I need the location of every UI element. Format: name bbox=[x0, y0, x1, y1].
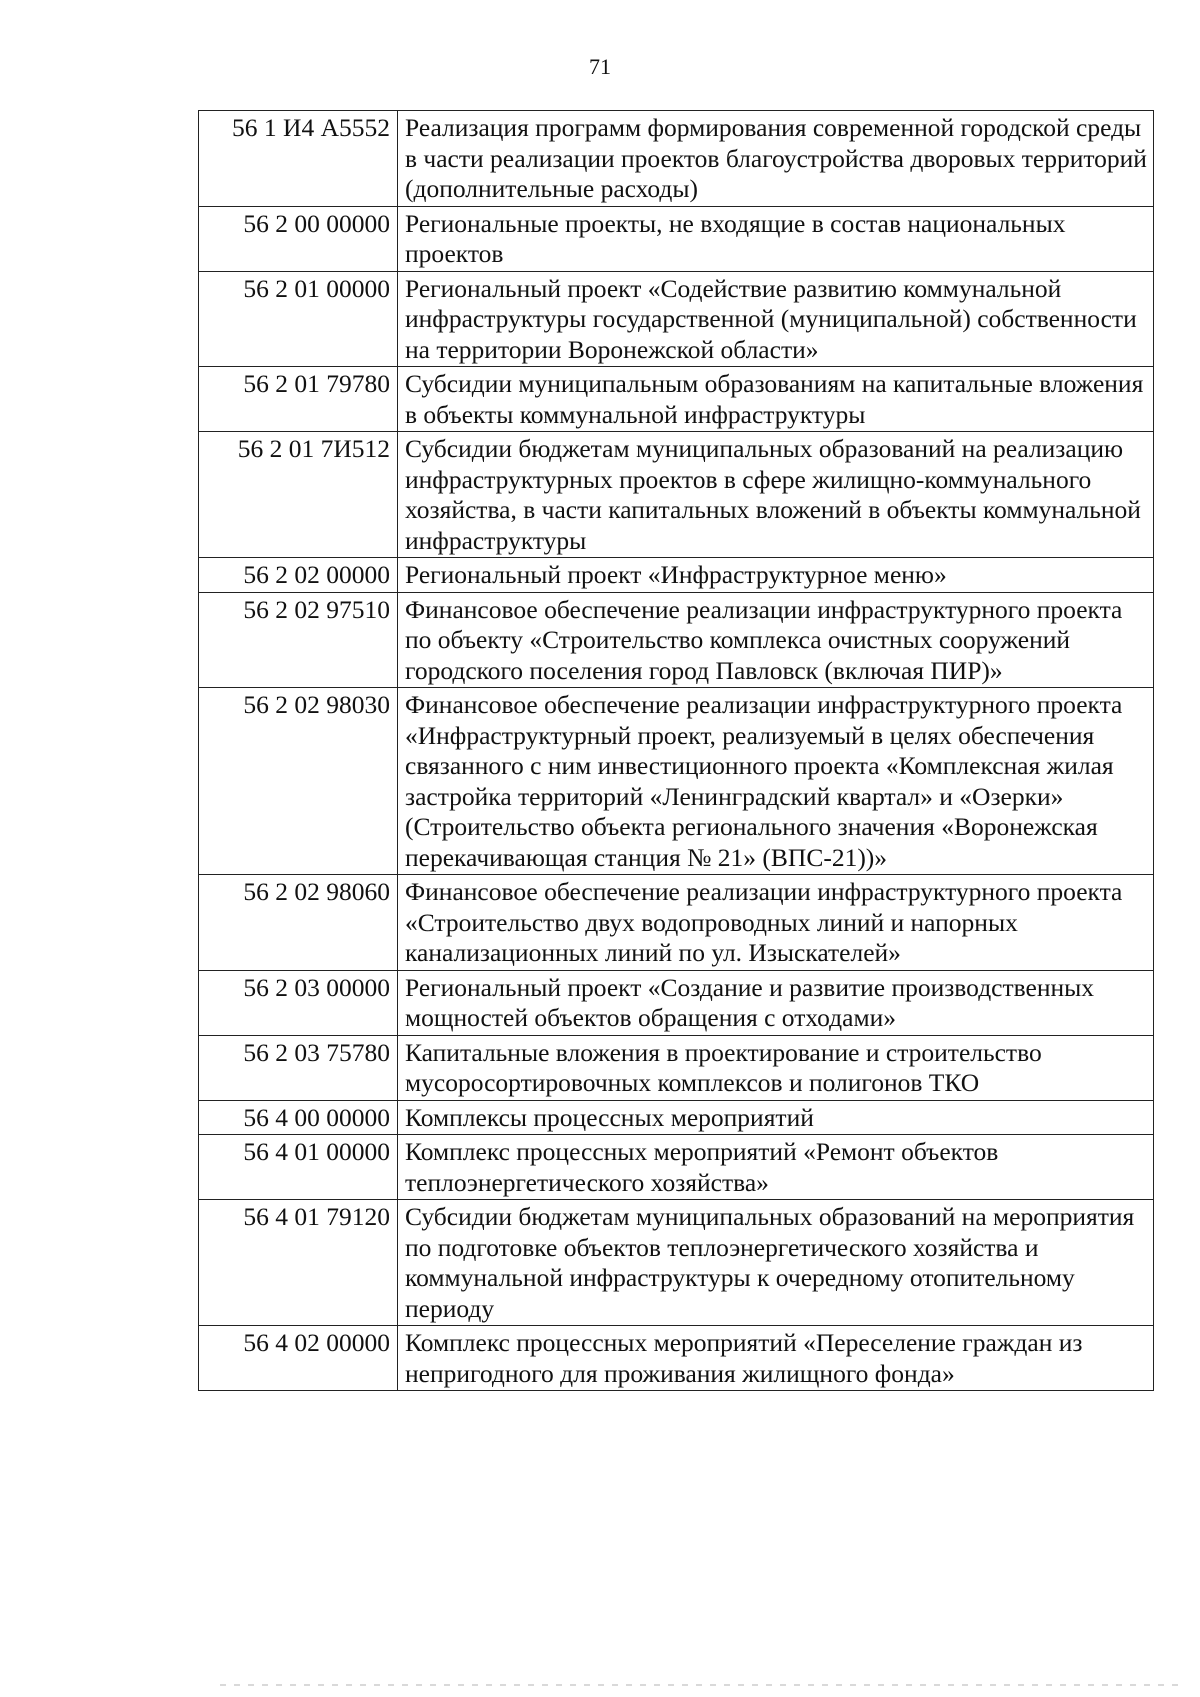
description-cell: Капитальные вложения в проектирование и строительство мусоросортировочных комплексов и полигонов ТКО bbox=[398, 1035, 1154, 1100]
description-cell: Комплекс процессных мероприятий «Ремонт объектов теплоэнергетического хозяйства» bbox=[398, 1135, 1154, 1200]
table-row bbox=[199, 970, 1154, 1035]
description-cell: Комплексы процессных мероприятий bbox=[398, 1100, 1154, 1135]
table-row bbox=[199, 1135, 1154, 1200]
code-cell: 56 1 И4 А5552 bbox=[199, 111, 398, 207]
table-row bbox=[199, 875, 1154, 971]
scan-edge-strip bbox=[220, 1684, 1180, 1686]
code-cell: 56 2 01 7И512 bbox=[199, 432, 398, 558]
code-cell: 56 2 02 97510 bbox=[199, 592, 398, 688]
code-cell: 56 2 02 00000 bbox=[199, 558, 398, 593]
description-cell: Субсидии бюджетам муниципальных образований на реализацию инфраструктурных проектов в сфере жилищно-коммунального хозяйства, в части капитальных вложений в объекты коммунальной инфраструктуры bbox=[398, 432, 1154, 558]
table-row bbox=[199, 1326, 1154, 1391]
description-cell: Субсидии муниципальным образованиям на капитальные вложения в объекты коммунальной инфраструктуры bbox=[398, 367, 1154, 432]
budget-code-table bbox=[198, 110, 1154, 1391]
description-cell: Финансовое обеспечение реализации инфраструктурного проекта «Инфраструктурный проект, реализуемый в целях обеспечения связанного с ним инвестиционного проекта «Комплексная жилая застройка территорий «Ленинградский квартал» и «Озерки» (Строительство объекта регионального значения «Воронежская перекачивающая станция № 21» (ВПС-21))» bbox=[398, 688, 1154, 875]
code-cell: 56 2 02 98030 bbox=[199, 688, 398, 875]
description-cell: Комплекс процессных мероприятий «Переселение граждан из непригодного для проживания жилищного фонда» bbox=[398, 1326, 1154, 1391]
description-cell: Региональный проект «Инфраструктурное меню» bbox=[398, 558, 1154, 593]
code-cell: 56 2 03 75780 bbox=[199, 1035, 398, 1100]
description-cell: Субсидии бюджетам муниципальных образований на мероприятия по подготовке объектов теплоэнергетического хозяйства и коммунальной инфраструктуры к очередному отопительному периоду bbox=[398, 1200, 1154, 1326]
code-cell: 56 2 02 98060 bbox=[199, 875, 398, 971]
table-row bbox=[199, 111, 1154, 207]
code-cell: 56 2 01 00000 bbox=[199, 271, 398, 367]
table-row bbox=[199, 1035, 1154, 1100]
table-row bbox=[199, 367, 1154, 432]
page-number: 71 bbox=[589, 54, 611, 79]
code-cell: 56 2 00 00000 bbox=[199, 206, 398, 271]
table-row bbox=[199, 558, 1154, 593]
code-cell: 56 2 01 79780 bbox=[199, 367, 398, 432]
table-row bbox=[199, 271, 1154, 367]
code-cell: 56 4 02 00000 bbox=[199, 1326, 398, 1391]
description-cell: Региональные проекты, не входящие в состав национальных проектов bbox=[398, 206, 1154, 271]
table-row bbox=[199, 1200, 1154, 1326]
description-cell: Финансовое обеспечение реализации инфраструктурного проекта «Строительство двух водопроводных линий и напорных канализационных линий по ул. Изыскателей» bbox=[398, 875, 1154, 971]
code-cell: 56 4 01 79120 bbox=[199, 1200, 398, 1326]
description-cell: Региональный проект «Содействие развитию коммунальной инфраструктуры государственной (муниципальной) собственности на территории Воронежской области» bbox=[398, 271, 1154, 367]
code-cell: 56 2 03 00000 bbox=[199, 970, 398, 1035]
table-row bbox=[199, 592, 1154, 688]
description-cell: Реализация программ формирования современной городской среды в части реализации проектов благоустройства дворовых территорий (дополнительные расходы) bbox=[398, 111, 1154, 207]
table-row bbox=[199, 688, 1154, 875]
table-row bbox=[199, 432, 1154, 558]
description-cell: Региональный проект «Создание и развитие производственных мощностей объектов обращения с отходами» bbox=[398, 970, 1154, 1035]
code-cell: 56 4 00 00000 bbox=[199, 1100, 398, 1135]
description-cell: Финансовое обеспечение реализации инфраструктурного проекта по объекту «Строительство комплекса очистных сооружений городского поселения город Павловск (включая ПИР)» bbox=[398, 592, 1154, 688]
table-row bbox=[199, 1100, 1154, 1135]
table-row bbox=[199, 206, 1154, 271]
code-cell: 56 4 01 00000 bbox=[199, 1135, 398, 1200]
